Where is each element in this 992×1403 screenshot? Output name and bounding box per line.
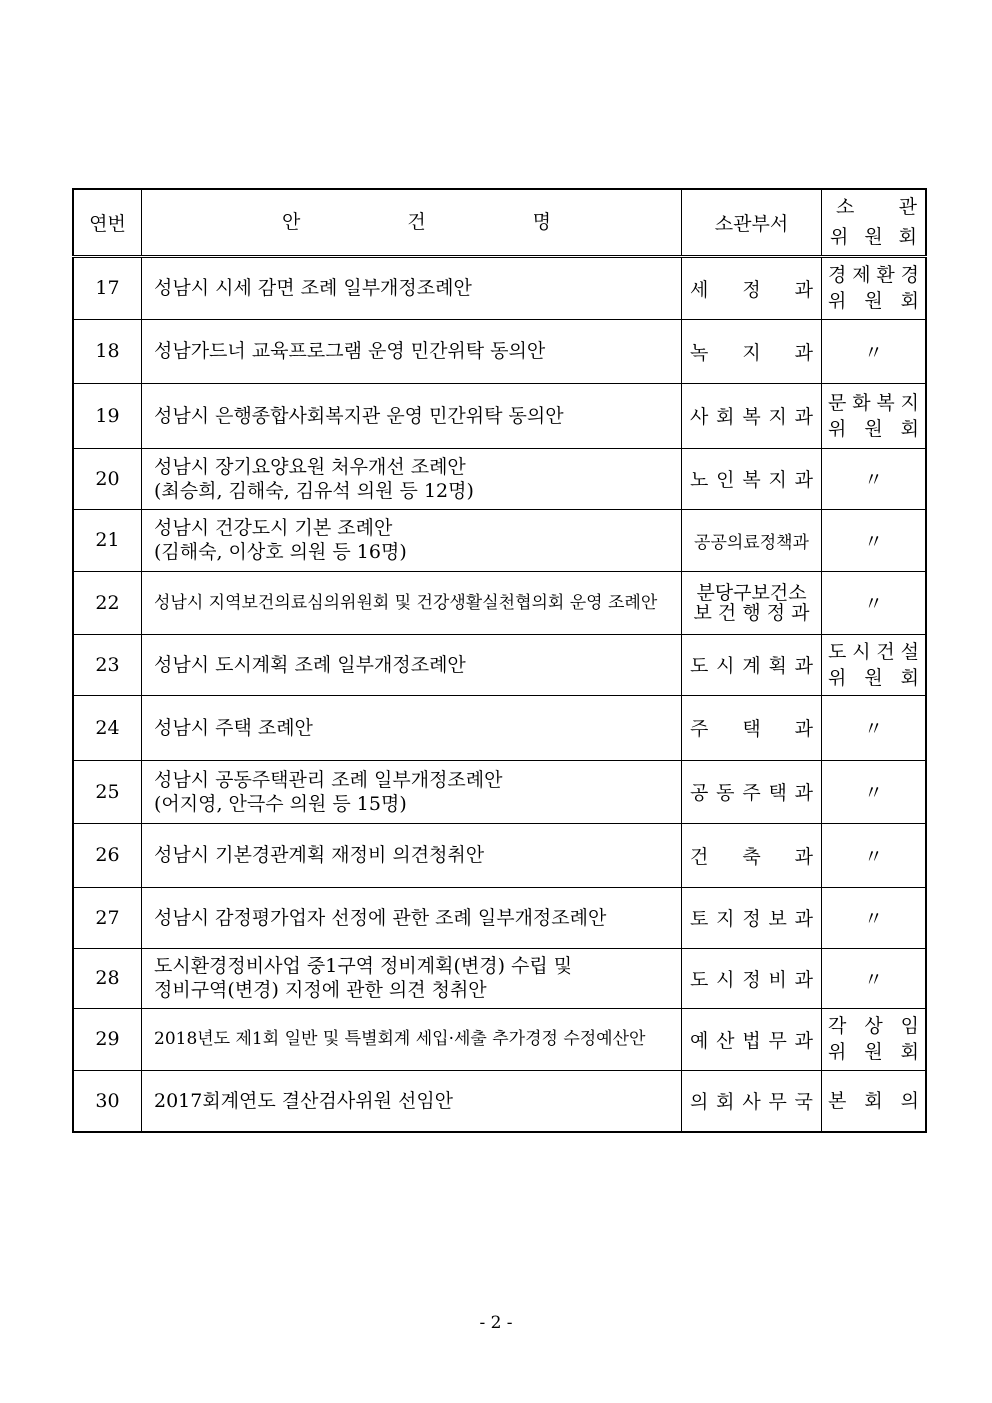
department: [682, 948, 822, 1008]
page-number: - 2 -: [479, 1313, 513, 1333]
department-char: 택: [768, 782, 787, 804]
department-char: 획: [768, 655, 787, 677]
agenda-title: [142, 823, 682, 887]
header-title-char: 안: [282, 211, 301, 234]
committee-char: 원: [864, 290, 883, 312]
agenda-title: [142, 319, 682, 383]
table-row: [73, 634, 926, 695]
agenda-title: [142, 695, 682, 760]
row-number: 26: [73, 823, 142, 887]
ditto-mark: 〃: [863, 469, 883, 491]
agenda-title: [142, 256, 682, 319]
department-char: 정: [742, 908, 761, 930]
agenda-title-line: 성남시 감정평가업자 선정에 관한 조례 일부개정조례안: [154, 906, 607, 929]
table-row: [73, 695, 926, 760]
department-char: 과: [794, 908, 813, 930]
header-no: 연번: [73, 189, 142, 256]
department-char: 녹: [690, 341, 709, 364]
department-char: 의: [690, 1091, 709, 1114]
department-char: 노: [690, 469, 709, 491]
header-committee: [822, 189, 927, 256]
row-number: 21: [73, 509, 142, 571]
department-char: 도: [690, 968, 709, 991]
table-row: [73, 760, 926, 823]
department-char: 과: [794, 655, 813, 677]
committee-char: 지: [900, 391, 919, 414]
agenda-title: [142, 948, 682, 1008]
department-line: 보 건 행 정 과: [693, 601, 810, 624]
table-row: [73, 448, 926, 509]
committee-char: 회: [900, 666, 919, 689]
agenda-title-line: 성남가드너 교육프로그램 운영 민간위탁 동의안: [154, 340, 546, 362]
department-char: 무: [768, 1029, 787, 1052]
ditto-mark: 〃: [863, 341, 883, 364]
department-char: 산: [716, 1029, 735, 1052]
ditto-mark: 〃: [863, 968, 883, 991]
header-committee-char: 원: [864, 226, 883, 249]
row-number: 20: [73, 448, 142, 509]
header-committee-char: 회: [898, 226, 917, 249]
department-char: 과: [794, 469, 813, 491]
committee: [822, 1008, 927, 1070]
header-committee-char: 위: [830, 226, 849, 249]
table-row: [73, 948, 926, 1008]
department-char: 인: [716, 469, 735, 491]
row-number: 24: [73, 695, 142, 760]
department-char: 정: [742, 968, 761, 991]
table-row: [73, 256, 926, 319]
department-char: 과: [794, 968, 813, 991]
committee-char: 각: [828, 1015, 847, 1037]
committee-char: 위: [828, 417, 847, 440]
committee-char: 설: [900, 640, 919, 663]
committee-char: 본: [828, 1089, 847, 1112]
committee-char: 문: [828, 391, 847, 414]
committee: [822, 887, 927, 948]
department: [682, 256, 822, 319]
committee: [822, 571, 927, 634]
department-char: 지: [768, 406, 787, 428]
committee-char: 임: [900, 1015, 919, 1037]
header-title-char: 명: [532, 211, 551, 234]
row-number: 25: [73, 760, 142, 823]
row-number: 19: [73, 383, 142, 448]
committee-char: 위: [828, 290, 847, 312]
department-char: 예: [690, 1029, 709, 1052]
department-char: 주: [690, 718, 709, 740]
department: [682, 634, 822, 695]
department-char: 사: [742, 1091, 761, 1114]
agenda-title-line: 성남시 장기요양요원 처우개선 조례안: [154, 455, 466, 478]
agenda-table: [72, 188, 927, 1133]
table-header-row: [73, 189, 926, 256]
department: [682, 448, 822, 509]
department-char: 택: [742, 718, 761, 740]
agenda-title: [142, 509, 682, 571]
department: [682, 887, 822, 948]
agenda-title-line: 성남시 시세 감면 조례 일부개정조례안: [154, 277, 472, 299]
committee: [822, 1070, 927, 1132]
agenda-title-line: 성남시 공동주택관리 조례 일부개정조례안: [154, 768, 503, 791]
committee: [822, 509, 927, 571]
table-row: [73, 319, 926, 383]
committee-char: 환: [876, 264, 895, 286]
committee: [822, 256, 927, 319]
department-line: 분당구보건소: [696, 581, 807, 604]
ditto-mark: 〃: [863, 593, 883, 615]
committee-char: 회: [900, 1041, 919, 1063]
agenda-title: [142, 1070, 682, 1132]
committee: [822, 760, 927, 823]
committee: [822, 448, 927, 509]
committee-char: 도: [828, 640, 847, 663]
department: [682, 695, 822, 760]
department-char: 복: [742, 469, 761, 491]
department-char: 과: [794, 1029, 813, 1052]
table-row: [73, 571, 926, 634]
department-char: 지: [768, 469, 787, 491]
table-row: [73, 1070, 926, 1132]
header-committee-char: 소: [836, 196, 855, 219]
agenda-title-line: (최승희, 김해숙, 김유석 의원 등 12명): [154, 479, 474, 502]
committee-char: 화: [852, 391, 871, 414]
agenda-title-line: 2017회계연도 결산검사위원 선임안: [154, 1089, 454, 1112]
department-char: 과: [794, 278, 813, 301]
committee-char: 원: [864, 417, 883, 440]
agenda-title-line: 성남시 지역보건의료심의위원회 및 건강생활실천협의회 운영 조례안: [154, 592, 658, 613]
agenda-title: [142, 1008, 682, 1070]
department-char: 보: [768, 908, 787, 930]
department-char: 지: [742, 341, 761, 364]
committee-char: 복: [876, 391, 895, 414]
row-number: 28: [73, 948, 142, 1008]
department-char: 무: [768, 1091, 787, 1114]
agenda-title-line: 성남시 건강도시 기본 조례안: [154, 517, 393, 539]
committee: [822, 695, 927, 760]
agenda-title-line: 도시환경정비사업 중1구역 정비계획(변경) 수립 및: [154, 955, 573, 977]
table-row: [73, 383, 926, 448]
department-char: 축: [742, 845, 761, 868]
department-char: 도: [690, 655, 709, 677]
row-number: 18: [73, 319, 142, 383]
department-char: 시: [716, 655, 735, 677]
department: [682, 760, 822, 823]
committee-char: 원: [864, 666, 883, 689]
agenda-title-line: 성남시 도시계획 조례 일부개정조례안: [154, 653, 466, 676]
agenda-title-line: (어지영, 안극수 의원 등 15명): [154, 792, 407, 815]
row-number: 17: [73, 256, 142, 319]
agenda-title-line: 성남시 기본경관계획 재정비 의견청취안: [154, 844, 485, 866]
department-char: 과: [794, 406, 813, 428]
row-number: 27: [73, 887, 142, 948]
department: [682, 319, 822, 383]
committee-char: 경: [900, 264, 919, 286]
table-body: [73, 256, 926, 1132]
ditto-mark: 〃: [863, 908, 883, 930]
agenda-title: [142, 634, 682, 695]
committee-char: 의: [900, 1089, 919, 1112]
department-text: 공공의료정책과: [694, 532, 809, 553]
committee-char: 회: [900, 417, 919, 440]
department: [682, 1008, 822, 1070]
department-char: 지: [716, 908, 735, 930]
committee-char: 건: [876, 640, 895, 663]
ditto-mark: 〃: [863, 845, 883, 868]
department-char: 법: [742, 1029, 761, 1052]
department-char: 동: [716, 782, 735, 804]
department: [682, 571, 822, 634]
department-char: 계: [742, 655, 761, 677]
committee-char: 시: [852, 640, 871, 663]
agenda-title: [142, 448, 682, 509]
table-row: [73, 1008, 926, 1070]
department-char: 과: [794, 718, 813, 740]
committee-char: 회: [864, 1089, 883, 1112]
row-number: 29: [73, 1008, 142, 1070]
committee: [822, 948, 927, 1008]
table-row: [73, 509, 926, 571]
department: [682, 823, 822, 887]
agenda-title: [142, 887, 682, 948]
committee-char: 위: [828, 666, 847, 689]
committee-char: 상: [864, 1015, 883, 1037]
department-char: 사: [690, 406, 709, 428]
header-title: [142, 189, 682, 256]
agenda-title: [142, 383, 682, 448]
agenda-title: [142, 571, 682, 634]
committee-char: 원: [864, 1041, 883, 1063]
department: [682, 1070, 822, 1132]
committee-char: 경: [828, 264, 847, 286]
department-char: 복: [742, 406, 761, 428]
department-char: 세: [690, 278, 709, 301]
committee: [822, 634, 927, 695]
agenda-title: [142, 760, 682, 823]
ditto-mark: 〃: [863, 782, 883, 804]
department-char: 주: [742, 782, 761, 804]
department-char: 과: [794, 782, 813, 804]
committee: [822, 319, 927, 383]
agenda-title-line: 성남시 은행종합사회복지관 운영 민간위탁 동의안: [154, 404, 564, 427]
table-row: [73, 823, 926, 887]
committee-char: 위: [828, 1041, 847, 1063]
agenda-title-line: (김해숙, 이상호 의원 등 16명): [154, 541, 407, 563]
row-number: 30: [73, 1070, 142, 1132]
committee-char: 제: [852, 264, 871, 286]
department-char: 시: [716, 968, 735, 991]
row-number: 23: [73, 634, 142, 695]
department-char: 회: [716, 1091, 735, 1114]
department: [682, 383, 822, 448]
header-committee-char: 관: [898, 196, 917, 219]
ditto-mark: 〃: [863, 718, 883, 740]
department-char: 정: [742, 278, 761, 301]
row-number: 22: [73, 571, 142, 634]
department-char: 과: [794, 341, 813, 364]
ditto-mark: 〃: [863, 530, 883, 553]
department-char: 비: [768, 968, 787, 991]
department: [682, 509, 822, 571]
agenda-title-line: 2018년도 제1회 일반 및 특별회계 세입·세출 추가경정 수정예산안: [154, 1029, 646, 1049]
committee-char: 회: [900, 290, 919, 312]
table-row: [73, 887, 926, 948]
header-title-char: 건: [407, 211, 426, 234]
department-char: 토: [690, 908, 709, 930]
department-char: 공: [690, 782, 709, 804]
agenda-title-line: 정비구역(변경) 지정에 관한 의견 청취안: [154, 979, 487, 1001]
agenda-title-line: 성남시 주택 조례안: [154, 716, 313, 739]
header-dept: 소관부서: [682, 189, 822, 256]
committee: [822, 383, 927, 448]
committee: [822, 823, 927, 887]
department-char: 국: [794, 1091, 813, 1114]
department-char: 건: [690, 845, 709, 868]
department-char: 회: [716, 406, 735, 428]
department-char: 과: [794, 845, 813, 868]
